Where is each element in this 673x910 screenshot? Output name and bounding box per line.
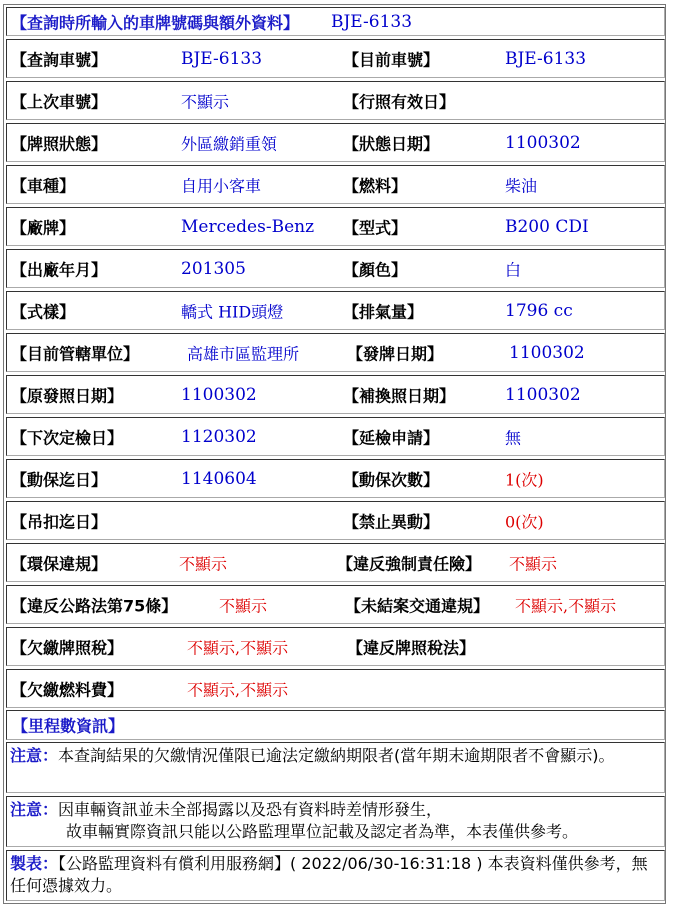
field-label: 【環保違規】 [11,554,108,573]
table-row [6,417,665,456]
field-value: 轎式 HID頭燈 [181,302,284,321]
table-row [6,459,665,498]
table-row [6,123,665,162]
note-overdue [6,742,665,793]
table-row [6,333,665,372]
field-value: BJE-6133 [505,48,587,69]
field-value: 1(次) [505,470,544,489]
report-footer-label: 製表： [10,854,59,873]
table-row [6,543,665,582]
table-row [6,501,665,540]
field-value: BJE-6133 [181,48,263,69]
field-label: 【延檢申請】 [343,428,440,447]
field-label: 【違反公路法第75條】 [11,596,178,615]
field-value: 0(次) [505,512,544,531]
field-value: Mercedes-Benz [181,216,315,237]
table-row [6,81,665,120]
field-label: 【車種】 [11,176,76,195]
field-label: 【型式】 [343,218,408,237]
field-value: 1100302 [505,384,581,405]
field-label: 【違反強制責任險】 [337,554,482,573]
mileage-label: 【里程數資訊】 [12,716,125,736]
field-label: 【動保迄日】 [11,470,108,489]
field-value: 柴油 [505,176,538,195]
query-header-plate: BJE-6133 [331,11,413,32]
query-header [6,7,665,36]
mileage-section [6,710,665,740]
field-label: 【違反牌照稅法】 [347,638,476,657]
field-label: 【上次車號】 [11,92,108,111]
field-label: 【補換照日期】 [343,386,456,405]
field-value: 1796 cc [505,300,573,321]
table-row [6,375,665,414]
field-value: 201305 [181,258,246,279]
field-label: 【禁止異動】 [343,512,440,531]
field-label: 【牌照狀態】 [11,134,108,153]
field-value: 1140604 [181,468,257,489]
field-value: 不顯示 [181,92,230,111]
field-label: 【式樣】 [11,302,76,321]
table-row [6,165,665,204]
field-value: 不顯示,不顯示 [515,596,617,615]
field-value: 1100302 [509,342,585,363]
field-label: 【吊扣迄日】 [11,512,108,531]
field-value: 不顯示 [219,596,268,615]
table-row [6,669,665,708]
note-disclaimer [6,796,665,847]
field-label: 【查詢車號】 [11,50,108,69]
field-value: 不顯示,不顯示 [187,680,289,699]
field-label: 【原發照日期】 [11,386,124,405]
table-row [6,585,665,624]
field-label: 【欠繳牌照稅】 [11,638,124,657]
field-value: 1120302 [181,426,257,447]
field-value: 白 [505,260,522,279]
field-value: 自用小客車 [181,176,262,195]
query-header-label: 【查詢時所輸入的車牌號碼與額外資料】 [11,13,300,32]
note-overdue-label: 注意： [10,746,59,765]
field-value: 無 [505,428,522,447]
table-row [6,249,665,288]
field-label: 【燃料】 [343,176,408,195]
field-value: B200 CDI [505,216,589,237]
field-label: 【動保次數】 [343,470,440,489]
field-label: 【排氣量】 [343,302,424,321]
note-disclaimer-line1: 因車輛資訊並未全部揭露以及恐有資料時差情形發生， [58,800,443,819]
note-disclaimer-label: 注意： [10,800,59,819]
note-disclaimer-line2: 故車輛實際資訊只能以公路監理單位記載及認定者為準，本表僅供參考。 [66,822,579,841]
field-label: 【顏色】 [343,260,408,279]
field-label: 【下次定檢日】 [11,428,124,447]
field-value: 1100302 [505,132,581,153]
field-label: 【欠繳燃料費】 [11,680,124,699]
note-overdue-text: 本查詢結果的欠繳情況僅限已逾法定繳納期限者(當年期末逾期限者不會顯示)。 [58,746,615,765]
table-row [6,291,665,330]
report-footer [6,850,665,901]
field-value: 不顯示 [179,554,228,573]
field-label: 【發牌日期】 [347,344,444,363]
table-row [6,39,665,78]
field-value: 不顯示,不顯示 [187,638,289,657]
field-label: 【目前車號】 [343,50,440,69]
report-footer-text: 【公路監理資料有償利用服務網】( 2022/06/30-16:31:18 ) 本表資料僅供參考，無任何憑據效力。 [10,854,648,895]
table-row [6,207,665,246]
field-label: 【出廠年月】 [11,260,108,279]
field-label: 【廠牌】 [11,218,76,237]
field-label: 【狀態日期】 [343,134,440,153]
field-value: 1100302 [181,384,257,405]
field-label: 【未結案交通違規】 [345,596,490,615]
field-label: 【行照有效日】 [343,92,456,111]
field-value: 高雄市區監理所 [187,344,300,363]
field-value: 外區繳銷重領 [181,134,278,153]
table-row [6,627,665,666]
field-label: 【目前管轄單位】 [11,344,140,363]
field-value: 不顯示 [509,554,558,573]
